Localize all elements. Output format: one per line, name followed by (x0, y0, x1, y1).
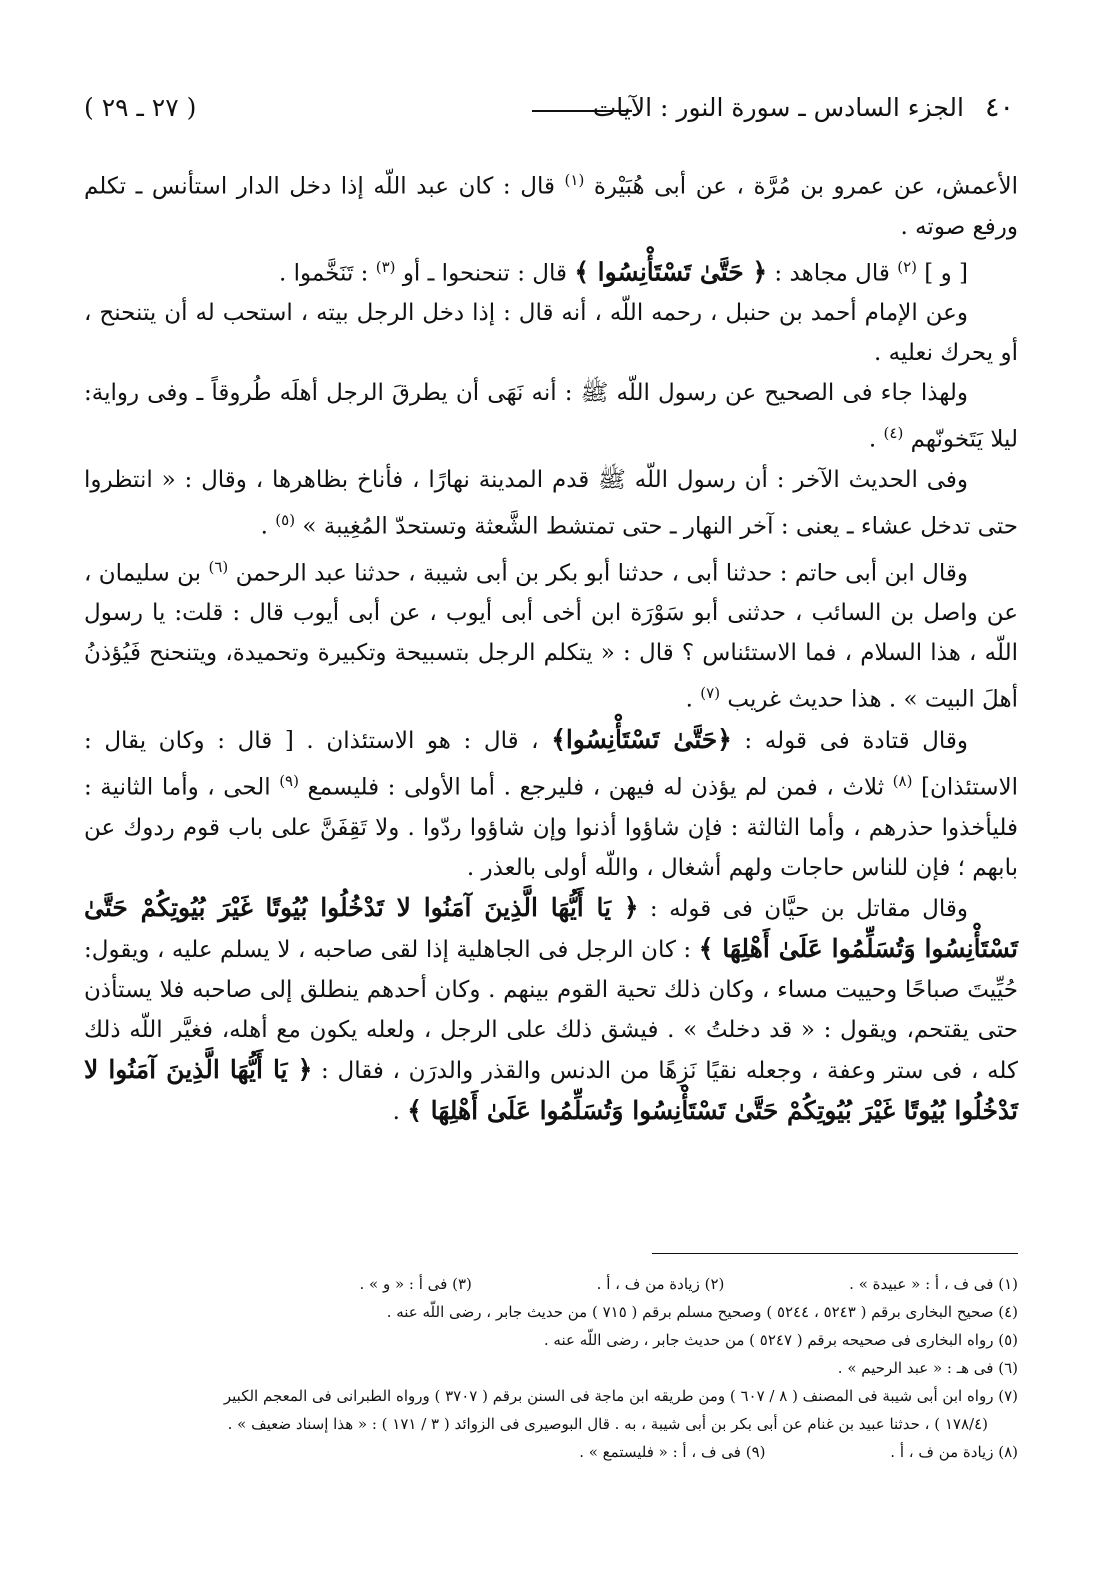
footnote-2: (٢) زيادة من ف ، أ . (596, 1275, 725, 1293)
header-title: الجزء السادس ـ سورة النور : الآيات (592, 93, 964, 122)
footnote-ref: (٤) (883, 424, 904, 443)
text-run: . (685, 686, 701, 713)
text-run: [ و ] (917, 260, 968, 287)
quran-quote: ﴿حَتَّىٰ تَسْتَأْنِسُوا﴾ (551, 724, 732, 754)
running-header (84, 92, 1014, 132)
footnote-ref: (٥) (275, 510, 296, 529)
quran-quote: ﴿ يَا أَيُّهَا الَّذِينَ آمَنُوا لا تَدْخُلُوا بُيُوتًا غَيْرَ بُيُوتِكُمْ حَتَّىٰ تَسْتَأْنِسُوا وَتُسَلِّمُوا عَلَىٰ أَهْلِهَا ﴾ (84, 892, 1018, 963)
footnote-1: (١) فى ف ، أ : « عبيدة » . (849, 1275, 1018, 1293)
text-run: ، قال : هو الاستئذان . [ قال : وكان يقال : الاستئذان] (84, 727, 1018, 801)
footnote-8: (٨) زيادة من ف ، أ . (890, 1443, 1018, 1461)
footnote-5: (٥) رواه البخارى فى صحيحه برقم ( ٥٢٤٧ ) من حديث جابر ، رضى اللّه عنه . (543, 1331, 1018, 1349)
text-run: قال مجاهد : (767, 260, 898, 287)
footnote-ref: (٨) (892, 771, 913, 790)
footnote-ref: (٢) (897, 257, 917, 276)
text-run: قال : تنحنحوا ـ أو (395, 260, 575, 287)
footnote-ref: (١) (564, 171, 585, 189)
paragraph (84, 888, 1018, 1132)
paragraph (84, 373, 1018, 460)
footnote-separator (652, 1253, 1018, 1254)
text-run: . (868, 426, 884, 453)
paragraph (84, 247, 1018, 294)
text-run: . (260, 513, 276, 540)
text-run: وعن الإمام أحمد بن حنبل ، رحمه اللّه ، أنه قال : إذا دخل الرجل بيته ، استحب له أن يتنحنح ، أو يحرك نعليه . (84, 300, 1018, 367)
paragraph (84, 547, 1018, 720)
footnote-7: (٧) رواه ابن أبى شيبة فى المصنف ( ٨ / ٦٠٧ ) ومن طريقه ابن ماجة فى السنن برقم ( ٣٧٠٧ ) ورواه الطبرانى فى المعجم الكبير (223, 1387, 1018, 1405)
footnote-6: (٦) فى هـ : « عبد الرحيم » . (837, 1359, 1018, 1377)
text-run: بن سليمان ، عن واصل بن السائب ، حدثنى أبو سَوْرَة ابن أخى أبى أيوب ، عن أبى أيوب قال : قلت: يا رسول اللّه ، هذا السلام ، فما الاستئناس ؟ قال : « يتكلم الرجل بتسبيحة وتكبيرة وتحميدة، ويتنحنح فَيُؤذنُ أهلَ البيت » . هذا حديث غريب (84, 560, 1018, 713)
text-run: وقال قتادة فى قوله : (731, 727, 968, 754)
paragraph (84, 720, 1018, 888)
footnote-ref: (٩) (279, 771, 299, 790)
quran-quote: ﴿ يَا أَيُّهَا الَّذِينَ آمَنُوا لا تَدْخُلُوا بُيُوتًا غَيْرَ بُيُوتِكُمْ حَتَّىٰ تَسْتَأْنِسُوا وَتُسَلِّمُوا عَلَىٰ أَهْلِهَا ﴾ (84, 1054, 1018, 1125)
text-run: الأعمش، عن عمرو بن مُرَّة ، عن أبى هُبَيْرة (584, 173, 1018, 200)
text-run: . (392, 1098, 408, 1125)
text-run: وقال ابن أبى حاتم : حدثنا أبى ، حدثنا أبو بكر بن أبى شيبة ، حدثنا عبد الرحمن (228, 560, 968, 587)
text-run: وقال مقاتل بن حيَّان فى قوله : (638, 895, 968, 922)
header-verses: ( ٢٧ ـ ٢٩ ) (84, 93, 197, 122)
page-number: ٤٠ (984, 92, 1014, 123)
footnote-ref: (٧) (700, 684, 721, 703)
footnote-4: (٤) صحيح البخارى برقم ( ٥٢٤٣ ، ٥٢٤٤ ) وصحيح مسلم برقم ( ٧١٥ ) من حديث جابر ، رضى اللّه عنه . (386, 1303, 1018, 1321)
text-run: الحى ، وأما الثانية : فليأخذوا حذرهم ، وأما الثالثة : فإن شاؤوا أذنوا وإن شاؤوا ردّوا . ولا تَقِفَنَّ على باب قوم ردوك عن بابهم ؛ فإن للناس حاجات ولهم أشغال ، واللّه أولى بالعذر . (84, 774, 1018, 881)
paragraph (84, 160, 1018, 247)
text-run: قال : كان عبد اللّه إذا دخل الدار استأنس ـ تكلم ورفع صوته . (84, 173, 1018, 240)
footnote-ref: (٣) (375, 257, 396, 276)
main-text (84, 160, 1018, 1132)
text-run: ثلاث ، فمن لم يؤذن له فيهن ، فليرجع . أما الأولى : فليسمع (298, 774, 893, 801)
paragraph (84, 460, 1018, 547)
footnote-9: (٩) فى ف ، أ : « فليستمع » . (579, 1443, 766, 1461)
header-rule (532, 110, 632, 112)
footnote-7-continued: (١٧٨/٤ ) ، حدثنا عبيد بن غنام عن أبى بكر بن أبى شيبة ، به . قال البوصيرى فى الزوائد ( ٣ / ١٧١ ) : « هذا إسناد ضعيف » . (227, 1415, 988, 1433)
quran-quote: ﴿ حَتَّىٰ تَسْتَأْنِسُوا ﴾ (574, 257, 768, 287)
footnotes (84, 1270, 1018, 1466)
paragraph (84, 293, 1018, 373)
text-run: وفى الحديث الآخر : أن رسول اللّه ﷺ قدم المدينة نهارًا ، فأناخ بظاهرها ، وقال : « انتظروا حتى تدخل عشاء ـ يعنى : آخر النهار ـ حتى تمتشط الشَّعثة وتستحدّ المُغِيبة » (84, 466, 1018, 540)
text-run: : تَنَخَّموا . (278, 260, 376, 287)
text-run: ولهذا جاء فى الصحيح عن رسول اللّه ﷺ : أنه نَهَى أن يطرقَ الرجل أهلَه طُروقاً ـ وفى رواية: ليلا يَتَخونّهم (84, 380, 1018, 453)
footnote-ref: (٦) (208, 557, 229, 576)
footnote-line (84, 1270, 1018, 1298)
footnote-line (84, 1438, 1018, 1466)
text-run: : كان الرجل فى الجاهلية إذا لقى صاحبه ، لا يسلم عليه ، ويقول: حُيِّيتَ صباحًا وحييت مساء ، وكان ذلك تحية القوم بينهم . وكان أحدهم ينطلق إلى صاحبه فلا يستأذن حتى يقتحم، ويقول : « قد دخلتُ » . فيشق ذلك على الرجل ، ولعله يكون مع أهله، فغيَّر اللّه ذلك كله ، فى ستر وعفة ، وجعله نقيًا نَزِهًا من الدنس والقذر والدرَن ، فقال : (84, 936, 1018, 1084)
footnote-3: (٣) فى أ : « و » . (359, 1275, 472, 1293)
